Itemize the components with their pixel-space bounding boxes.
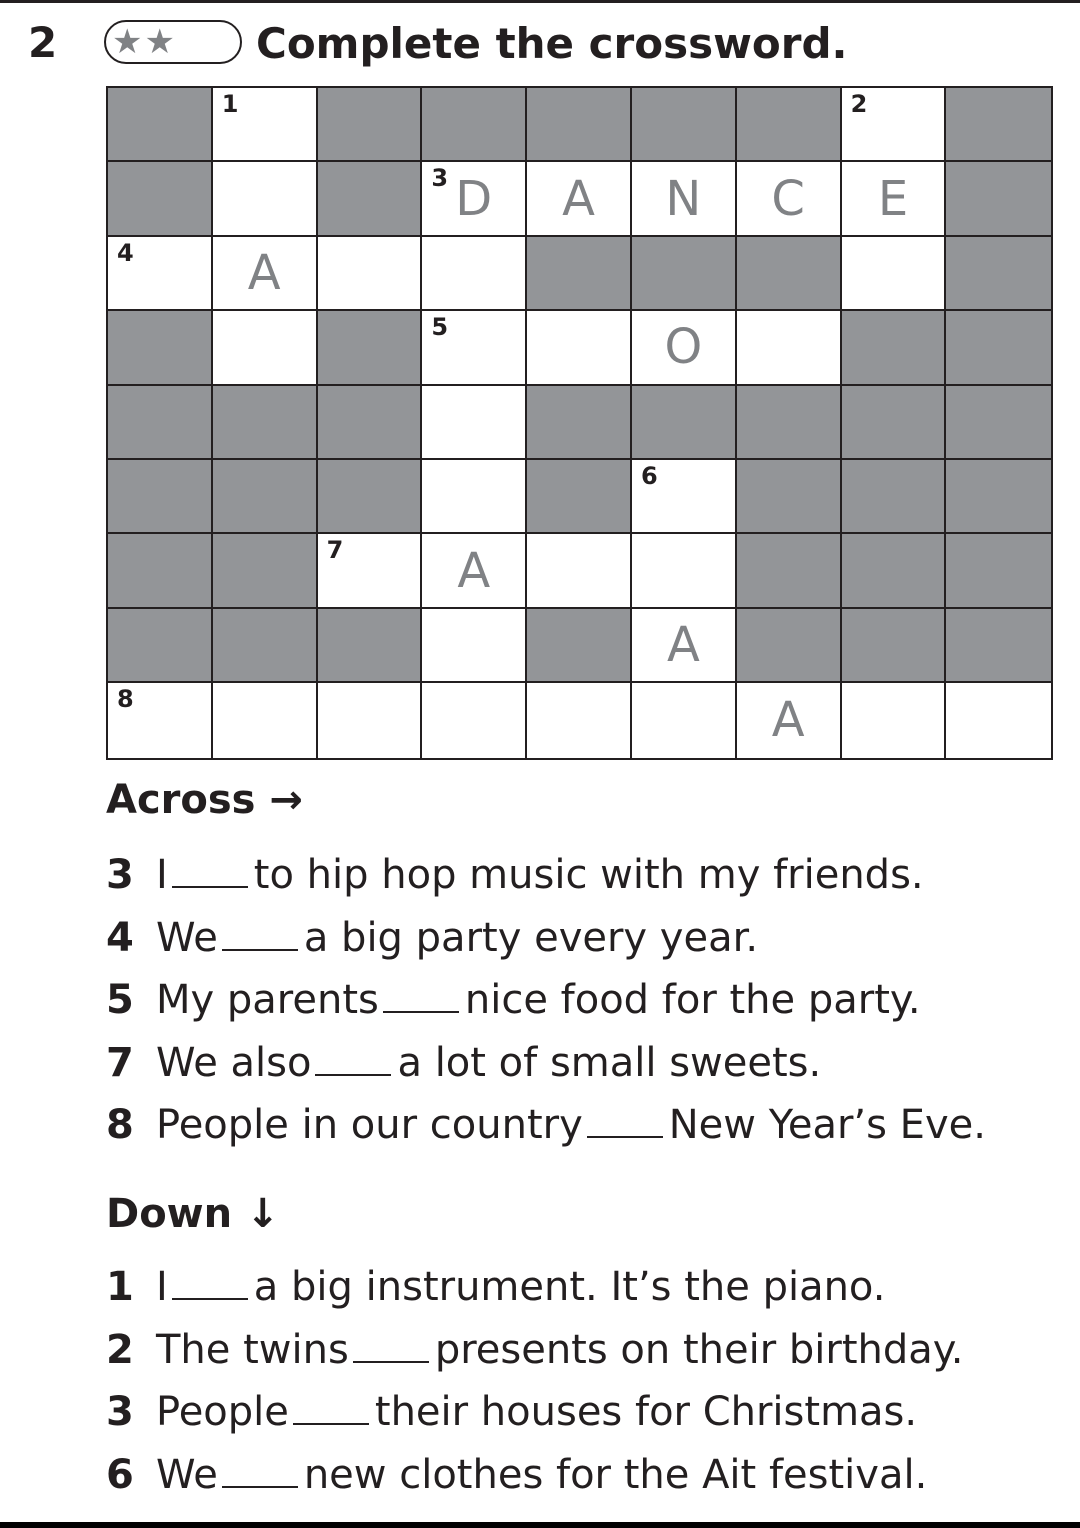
crossword-cell-blocked [108,88,213,162]
crossword-cell-blocked [946,88,1051,162]
answer-blank[interactable] [315,1074,391,1076]
crossword-cell-blocked [946,386,1051,460]
crossword-cell-blocked [946,609,1051,683]
crossword-cell-blocked [527,460,632,534]
given-letter: A [457,542,491,599]
clue-number: 1 [221,90,239,118]
down-clue [106,1450,927,1500]
clue-number: 5 [106,977,134,1023]
across-clue [106,1100,986,1150]
crossword-cell[interactable] [318,237,423,311]
exercise-number: 2 [28,18,58,67]
crossword-cell[interactable] [422,162,527,236]
given-letter: A [247,244,281,301]
crossword-cell[interactable] [527,534,632,608]
crossword-cell-blocked [527,237,632,311]
crossword-cell[interactable] [632,683,737,757]
clue-number: 3 [431,164,449,193]
crossword-cell-blocked [318,162,423,236]
crossword-cell-blocked [527,88,632,162]
crossword-cell[interactable] [422,311,527,385]
clue-text-after: new clothes for the Ait festival. [303,1451,928,1498]
clue-number: 6 [106,1451,134,1498]
crossword-cell[interactable] [213,311,318,385]
crossword-cell-blocked [213,534,318,608]
given-letter: A [562,170,595,227]
crossword-cell-blocked [737,237,842,311]
crossword-cell[interactable] [527,162,632,236]
given-letter: N [665,170,702,227]
clue-number: 8 [106,1102,134,1148]
clue-number: 3 [106,852,134,898]
clue-text-after: presents on their birthday. [434,1326,964,1373]
crossword-cell-blocked [318,386,423,460]
down-heading: Down ↓ [106,1191,280,1237]
crossword-cell-blocked [108,386,213,460]
crossword-cell-blocked [842,460,947,534]
given-letter: C [771,170,805,227]
clue-text-before: My parents [156,977,379,1023]
crossword-cell[interactable] [422,609,527,683]
clue-text-before: We [156,914,218,961]
given-letter: A [771,692,805,749]
crossword-cell[interactable] [842,88,947,162]
crossword-cell-blocked [737,88,842,162]
clue-number: 5 [431,313,449,342]
crossword-cell-blocked [737,534,842,608]
crossword-cell-blocked [946,162,1051,236]
clue-text-before: I [156,1264,168,1310]
answer-blank[interactable] [293,1423,369,1425]
clue-text-after: a big party every year. [303,914,759,961]
down-clue [106,1387,917,1437]
clue-text-before: People [156,1389,289,1435]
crossword-cell[interactable] [213,683,318,757]
crossword-cell-blocked [318,460,423,534]
crossword-cell-blocked [842,311,947,385]
clue-text-before: The twins [156,1326,349,1373]
crossword-cell[interactable] [422,534,527,608]
clue-number: 4 [106,914,134,961]
clue-number: 7 [326,536,344,565]
instruction-heading: Complete the crossword. [256,19,848,68]
crossword-cell-blocked [318,88,423,162]
crossword-cell[interactable] [842,162,947,236]
crossword-cell-blocked [213,609,318,683]
crossword-cell[interactable] [632,609,737,683]
clue-number: 3 [106,1389,134,1435]
down-clue [106,1262,885,1312]
answer-blank[interactable] [383,1011,459,1013]
crossword-cell-blocked [946,460,1051,534]
given-letter: O [664,319,703,376]
crossword-cell-blocked [946,534,1051,608]
crossword-cell[interactable] [527,311,632,385]
answer-blank[interactable] [222,949,298,951]
crossword-cell-blocked [108,609,213,683]
clue-number: 8 [117,685,134,714]
clue-text-before: We also [156,1039,312,1086]
crossword-cell-blocked [527,386,632,460]
clue-number: 1 [106,1264,134,1310]
across-clue [106,850,924,900]
crossword-cell-blocked [318,311,423,385]
crossword-cell-blocked [737,609,842,683]
clue-text-after: nice food for the party. [464,977,921,1023]
across-clue [106,913,758,963]
crossword-cell-blocked [737,386,842,460]
crossword-cell-blocked [108,534,213,608]
given-letter: E [877,170,909,227]
across-clue [106,1038,821,1088]
crossword-cell-blocked [737,460,842,534]
crossword-cell-blocked [632,386,737,460]
crossword-cell-blocked [108,311,213,385]
crossword-cell[interactable] [632,162,737,236]
answer-blank[interactable] [172,1298,248,1300]
down-clue [106,1325,963,1375]
clue-text-before: People in our country [156,1102,583,1148]
answer-blank[interactable] [222,1486,298,1488]
across-clue [106,975,921,1025]
crossword-cell-blocked [108,162,213,236]
clue-text-after: to hip hop music with my friends. [253,852,924,898]
crossword-cell[interactable] [213,162,318,236]
clue-number: 7 [106,1039,134,1086]
crossword-cell[interactable] [737,162,842,236]
answer-blank[interactable] [587,1136,663,1138]
bottom-rule [0,1522,1080,1528]
crossword-cell-blocked [842,609,947,683]
clue-text-before: We [156,1451,218,1498]
crossword-cell-blocked [318,609,423,683]
crossword-cell[interactable] [527,683,632,757]
clue-text-after: New Year’s Eve. [668,1102,986,1148]
crossword-cell-blocked [422,88,527,162]
crossword-cell[interactable] [213,88,318,162]
crossword-cell[interactable] [422,386,527,460]
crossword-cell[interactable] [632,534,737,608]
crossword-cell-blocked [842,386,947,460]
crossword-cell-blocked [213,386,318,460]
given-letter: A [666,616,700,673]
crossword-cell-blocked [842,534,947,608]
given-letter: D [455,170,493,227]
clue-text-after: a lot of small sweets. [397,1039,822,1086]
crossword-cell[interactable] [422,237,527,311]
crossword-grid [106,86,1053,760]
clue-number: 2 [106,1326,134,1373]
crossword-cell[interactable] [318,534,423,608]
clue-number: 6 [640,461,658,490]
crossword-cell[interactable] [737,683,842,757]
crossword-cell-blocked [632,88,737,162]
clue-number: 4 [117,238,134,267]
top-rule [0,0,1080,3]
crossword-cell[interactable] [213,237,318,311]
crossword-cell[interactable] [632,311,737,385]
crossword-cell[interactable] [632,460,737,534]
crossword-cell[interactable] [842,683,947,757]
crossword-cell[interactable] [422,460,527,534]
crossword-cell[interactable] [108,683,213,757]
crossword-cell[interactable] [737,311,842,385]
crossword-cell-blocked [213,460,318,534]
difficulty-stars-badge: ★★ [104,20,242,64]
crossword-cell-blocked [108,460,213,534]
crossword-cell[interactable] [422,683,527,757]
answer-blank[interactable] [172,886,248,888]
clue-text-before: I [156,852,168,898]
clue-text-after: a big instrument. It’s the piano. [253,1264,886,1310]
crossword-cell[interactable] [842,237,947,311]
crossword-cell-blocked [946,237,1051,311]
across-heading: Across → [106,777,303,823]
clue-number: 2 [850,90,868,118]
crossword-cell-blocked [527,609,632,683]
crossword-cell-blocked [946,311,1051,385]
crossword-cell[interactable] [318,683,423,757]
crossword-cell[interactable] [108,237,213,311]
crossword-cell-blocked [632,237,737,311]
answer-blank[interactable] [353,1361,429,1363]
clue-text-after: their houses for Christmas. [374,1389,918,1435]
crossword-cell[interactable] [946,683,1051,757]
